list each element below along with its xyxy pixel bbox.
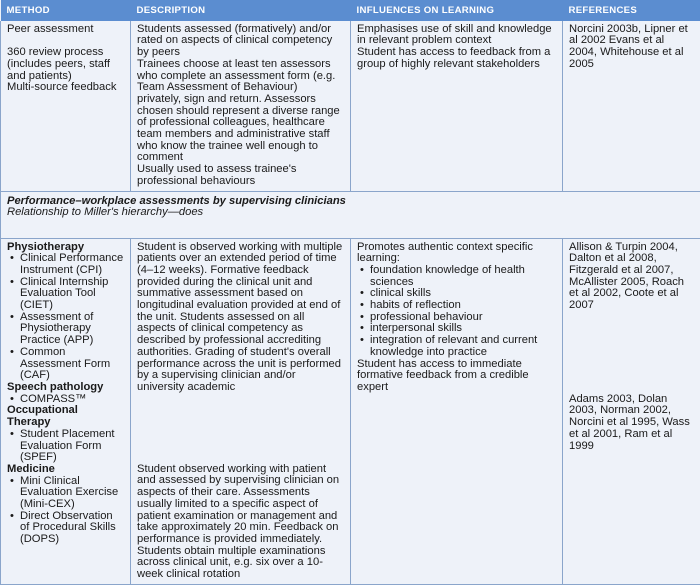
section-header-cell xyxy=(1,191,700,238)
list-item: • Clinical Performance Instrument (CPI) xyxy=(7,253,124,276)
spacer xyxy=(569,312,694,394)
description-allied-health: Student is observed working with multiple patients over an extended period of time (4–12 weeks). Formative feedback provided during the clinical unit and summative assessment based on longitudinal evaluation provided at end of the unit. Students assessed on all aspects of clinical competency as described by professional accrediting authorities. Grading of student's overall performance across the unit is performed by a supervising clinician and/or university academic xyxy=(137,242,344,394)
list-item: • clinical skills xyxy=(357,288,556,300)
table-row-clinical-assessment xyxy=(1,238,700,584)
cell-description xyxy=(131,238,351,584)
spacer xyxy=(137,394,344,464)
method-multi-source: Multi-source feedback xyxy=(7,82,124,94)
list-item: • habits of reflection xyxy=(357,300,556,312)
description-medicine: Student observed working with patient and assessed by supervising clinician on aspects of their care. Assessments usually limited to a specific aspect of patient examination or management and take approximately 20 min. Feedback on performance is provided immediately. Students obtain multiple examinations across clinical unit, e.g. six over a 10-week clinical rotation xyxy=(137,464,344,581)
influence-text: Emphasises use of skill and knowledge in relevant problem context xyxy=(357,24,556,47)
list-item: • Clinical Internship Evaluation Tool (CIET) xyxy=(7,277,124,312)
header-method: METHOD xyxy=(1,0,131,21)
group-speech-pathology: Speech pathology xyxy=(7,382,124,394)
description-text: Trainees choose at least ten assessors who complete an assessment form (e.g. Team Assessment of Behaviour) privately, sign and return. Assessors chosen should represent a diverse range of professional colleagues, healthcare team members and administrative staff who know the trainee well enough to comment xyxy=(137,59,344,164)
cell-influences xyxy=(351,21,563,191)
section-subtitle: Relationship to Miller's hierarchy—does xyxy=(7,207,694,219)
description-text: Usually used to assess trainee's professional behaviours xyxy=(137,164,344,187)
header-row xyxy=(1,0,700,21)
list-item: • interpersonal skills xyxy=(357,323,556,335)
method-360-review: 360 review process (includes peers, staff and patients) xyxy=(7,47,124,82)
section-row xyxy=(1,191,700,238)
table-row-peer-assessment xyxy=(1,21,700,191)
group-physiotherapy: Physiotherapy xyxy=(7,242,124,254)
method-peer-assessment: Peer assessment xyxy=(7,24,124,36)
header-references: REFERENCES xyxy=(563,0,700,21)
references-text: Norcini 2003b, Lipner et al 2002 Evans et al 2004, Whitehouse et al 2005 xyxy=(569,24,694,71)
physiotherapy-list xyxy=(7,253,124,382)
cell-references xyxy=(563,238,700,584)
group-occupational-therapy: Occupational Therapy xyxy=(7,405,124,428)
cell-method xyxy=(1,21,131,191)
list-item: • professional behaviour xyxy=(357,312,556,324)
header-influences: INFLUENCES ON LEARNING xyxy=(351,0,563,21)
group-medicine: Medicine xyxy=(7,464,124,476)
cell-description xyxy=(131,21,351,191)
influences-outro: Student has access to immediate formative feedback from a credible expert xyxy=(357,359,556,394)
cell-influences xyxy=(351,238,563,584)
list-item: • integration of relevant and current knowledge into practice xyxy=(357,335,556,358)
list-item: • Mini Clinical Evaluation Exercise (Mini-CEX) xyxy=(7,476,124,511)
influences-list xyxy=(357,265,556,359)
section-title: Performance–workplace assessments by supervising clinicians xyxy=(7,196,694,208)
list-item: • Student Placement Evaluation Form (SPEF) xyxy=(7,429,124,464)
occupational-therapy-list xyxy=(7,429,124,464)
medicine-list xyxy=(7,476,124,546)
list-item: • foundation knowledge of health sciences xyxy=(357,265,556,288)
list-item: • COMPASS™ xyxy=(7,394,124,406)
cell-references xyxy=(563,21,700,191)
list-item: • Common Assessment Form (CAF) xyxy=(7,347,124,382)
cell-method xyxy=(1,238,131,584)
description-text: Students assessed (formatively) and/or rated on aspects of clinical competency by peers xyxy=(137,24,344,59)
references-allied-health: Allison & Turpin 2004, Dalton et al 2008, Fitzgerald et al 2007, McAllister 2005, Roach et al 2002, Coote et al 2007 xyxy=(569,242,694,312)
references-medicine: Adams 2003, Dolan 2003, Norman 2002, Norcini et al 1995, Wass et al 2001, Ram et al 1999 xyxy=(569,394,694,453)
influences-intro: Promotes authentic context specific learning: xyxy=(357,242,556,265)
influence-text: Student has access to feedback from a group of highly relevant stakeholders xyxy=(357,47,556,70)
list-item: • Assessment of Physiotherapy Practice (APP) xyxy=(7,312,124,347)
speech-pathology-list xyxy=(7,394,124,406)
header-description: DESCRIPTION xyxy=(131,0,351,21)
list-item: • Direct Observation of Procedural Skills (DOPS) xyxy=(7,511,124,546)
